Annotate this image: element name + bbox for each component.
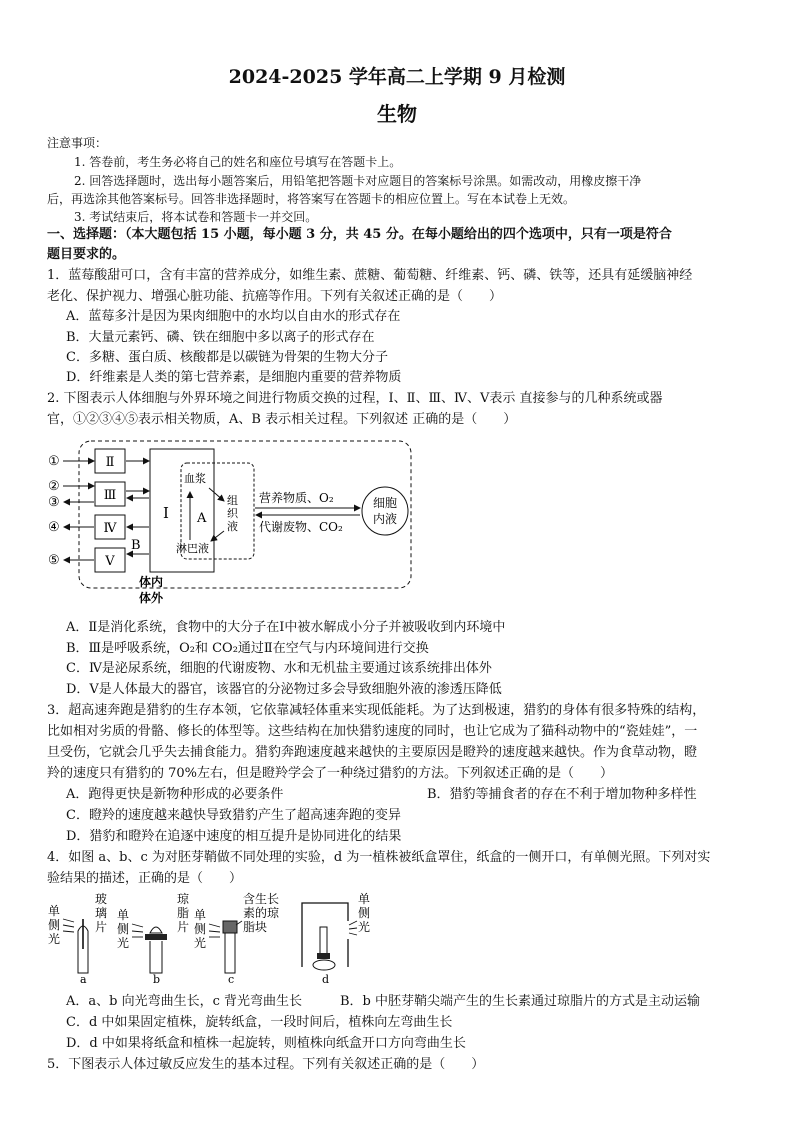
q3-stem-2: 比如相对劣质的骨骼、修长的体型等。这些结构在加快猎豹速度的同时，也让它成为了猫科动物中的“瓷娃娃”，一: [47, 724, 698, 739]
q2-option-a: A．Ⅱ是消化系统，食物中的大分子在Ⅰ中被水解成小分子并被吸收到内环境中: [66, 620, 506, 635]
q1-stem: 1．蓝莓酸甜可口，含有丰富的营养成分，如维生素、蔗糖、葡萄糖、纤维素、钙、磷、铁等，还具有延缓脑神经: [47, 268, 693, 283]
tissue-fluid-text: 组: [227, 494, 238, 507]
substance-4: ④: [48, 520, 60, 535]
subject-title: 生物: [377, 102, 417, 126]
q2-option-c: C．Ⅳ是泌尿系统，细胞的代谢废物、水和无机盐主要通过该系统排出体外: [66, 661, 492, 676]
q2-option-b: B．Ⅲ是呼吸系统，O₂和 CO₂通过Ⅱ在空气与内环境间进行交换: [66, 641, 429, 656]
q5-stem: 5．下图表示人体过敏反应发生的基本过程。下列有关叙述正确的是（ ）: [47, 1057, 485, 1072]
plant-d: [320, 927, 327, 957]
q4-stem: 4．如图 a、b、c 为对胚芽鞘做不同处理的实验，d 为一植株被纸盒罩住，纸盒的一侧开口，有单侧光照。下列对实: [47, 850, 711, 865]
section-heading-cont: 题目要求的。: [47, 247, 126, 262]
substance-1: ①: [48, 454, 60, 469]
agar-label: 琼脂片: [177, 892, 190, 934]
substance-5: ⑤: [48, 553, 60, 568]
q4-option-d: D．d 中如果将纸盒和植株一起旋转，则植株向纸盒开口方向弯曲生长: [66, 1036, 466, 1051]
q4-stem-cont: 验结果的描述，正确的是（ ）: [47, 871, 243, 886]
q4-diagram: [46, 891, 386, 985]
coleoptile-b: [150, 941, 162, 973]
cell-fluid-label-1: 细胞: [372, 496, 398, 510]
q1-option-c: C．多糖、蛋白质、核酸都是以碳链为骨架的生物大分子: [66, 350, 388, 365]
lymph-label: 淋巴液: [176, 542, 209, 555]
q3-option-b: B．猎豹等捕食者的存在不利于增加物种多样性: [427, 787, 697, 802]
q3-stem: 3．超高速奔跑是猎豹的生存本领，它依靠减轻体重来实现低能耗。为了达到极速，猎豹的身体有很多特殊的结构，: [47, 703, 706, 718]
organ-label-4: Ⅳ: [103, 521, 117, 536]
cell-fluid-ellipse: [362, 487, 408, 535]
q2-stem: 2. 下图表示人体细胞与外界环境之间进行物质交换的过程，Ⅰ、Ⅱ、Ⅲ、Ⅳ、Ⅴ表示 直接参与的几种系统或器: [47, 391, 663, 406]
plasma-label: 血浆: [184, 472, 206, 485]
label-d: d: [322, 973, 330, 985]
organ-label-3: Ⅲ: [103, 488, 117, 503]
section-heading: 一、选择题：（本大题包括 15 小题，每小题 3 分，共 45 分。在每小题给出的四个选项中，只有一项是符合: [47, 227, 672, 242]
organ-label-5: Ⅴ: [105, 554, 115, 569]
process-a-label: A: [197, 511, 207, 526]
notice-heading: 注意事项：: [47, 136, 108, 150]
coleoptile-c: [225, 933, 235, 973]
q1-stem-cont: 老化、保护视力、增强心脏功能、抗癌等作用。下列有关叙述正确的是（ ）: [47, 289, 503, 304]
exam-title: 2024-2025 学年高二上学期 9 月检测: [228, 66, 566, 88]
light-d-label: 单侧光: [358, 892, 371, 934]
q4-option-c: C．d 中如果固定植株，旋转纸盒，一段时间后，植株向左弯曲生长: [66, 1015, 453, 1030]
q1-option-d: D．纤维素是人类的第七营养素，是细胞内重要的营养物质: [66, 370, 402, 385]
q3-stem-4: 羚的速度只有猎豹的 70%左右，但是瞪羚学会了一种绕过猎豹的方法。下列叙述正确的是（ ）: [47, 766, 614, 781]
q2-option-d: D．Ⅴ是人体最大的器官，该器官的分泌物过多会导致细胞外液的渗透压降低: [66, 682, 502, 697]
waste-label: 代谢废物、CO₂: [259, 520, 343, 534]
tissue-fluid-label: 组织液: [227, 494, 238, 533]
label-a: a: [80, 973, 87, 985]
q1-option-b: B．大量元素钙、磷、铁在细胞中多以离子的形式存在: [66, 330, 375, 345]
q3-option-a: A．跑得更快是新物种形成的必要条件: [66, 787, 284, 802]
glass-label: 玻璃片: [95, 892, 108, 934]
q4-option-a: A．a、b 向光弯曲生长，c 背光弯曲生长: [66, 994, 303, 1009]
cell-fluid-label-2: 内液: [372, 512, 398, 526]
agar-sheet: [145, 934, 167, 940]
inside-body-label: 体内: [139, 575, 164, 589]
notice-item-3: 3. 考试结束后，将本试卷和答题卡一并交回。: [74, 210, 318, 224]
pot-d: [313, 960, 335, 970]
organ-label-2: Ⅱ: [105, 455, 115, 470]
q3-option-c: C．瞪羚的速度越来越快导致猎豹产生了超高速奔跑的变异: [66, 808, 401, 823]
notice-item-1: 1. 答卷前，考生务必将自己的姓名和座位号填写在答题卡上。: [74, 155, 402, 169]
label-c: c: [228, 973, 235, 985]
light-a-label: 单侧光: [48, 904, 61, 946]
q3-option-d: D．猎豹和瞪羚在追逐中速度的相互提升是协同进化的结果: [66, 829, 402, 844]
outside-body-label: 体外: [139, 591, 164, 605]
substance-3: ③: [48, 495, 60, 510]
light-c-label: 单侧光: [194, 908, 207, 950]
q4-option-b: B．b 中胚芽鞘尖端产生的生长素通过琼脂片的方式是主动运输: [340, 994, 701, 1009]
q1-option-a: A．蓝莓多汁是因为果肉细胞中的水均以自由水的形式存在: [66, 309, 401, 324]
label-b: b: [153, 973, 161, 985]
system-label-1: Ⅰ: [163, 504, 169, 522]
q2-stem-cont: 官，①②③④⑤表示相关物质，A、B 表示相关过程。下列叙述 正确的是（ ）: [47, 412, 517, 427]
light-b-label: 单侧光: [117, 908, 130, 950]
q3-stem-3: 旦受伤，它就会几乎失去捕食能力。猎豹奔跑速度越来越快的主要原因是瞪羚的速度越来越快。作为食草动物，瞪: [47, 745, 698, 760]
q2-diagram: [45, 436, 425, 606]
auxin-agar-label: 含生长素的琼脂块: [243, 892, 280, 934]
substance-2: ②: [48, 479, 60, 494]
coleoptile-b-tip: [150, 927, 162, 933]
auxin-agar-block: [223, 921, 237, 933]
process-b-label: B: [131, 538, 141, 553]
notice-item-2: 2. 回答选择题时，选出每小题答案后，用铅笔把答题卡对应题目的答案标号涂黑。如需改动，用橡皮擦干净: [74, 174, 642, 188]
notice-item-2-cont: 后，再选涂其他答案标号。回答非选择题时，将答案写在答题卡的相应位置上。写在本试卷上无效。: [47, 192, 576, 206]
nutrients-label: 营养物质、O₂: [259, 491, 334, 505]
